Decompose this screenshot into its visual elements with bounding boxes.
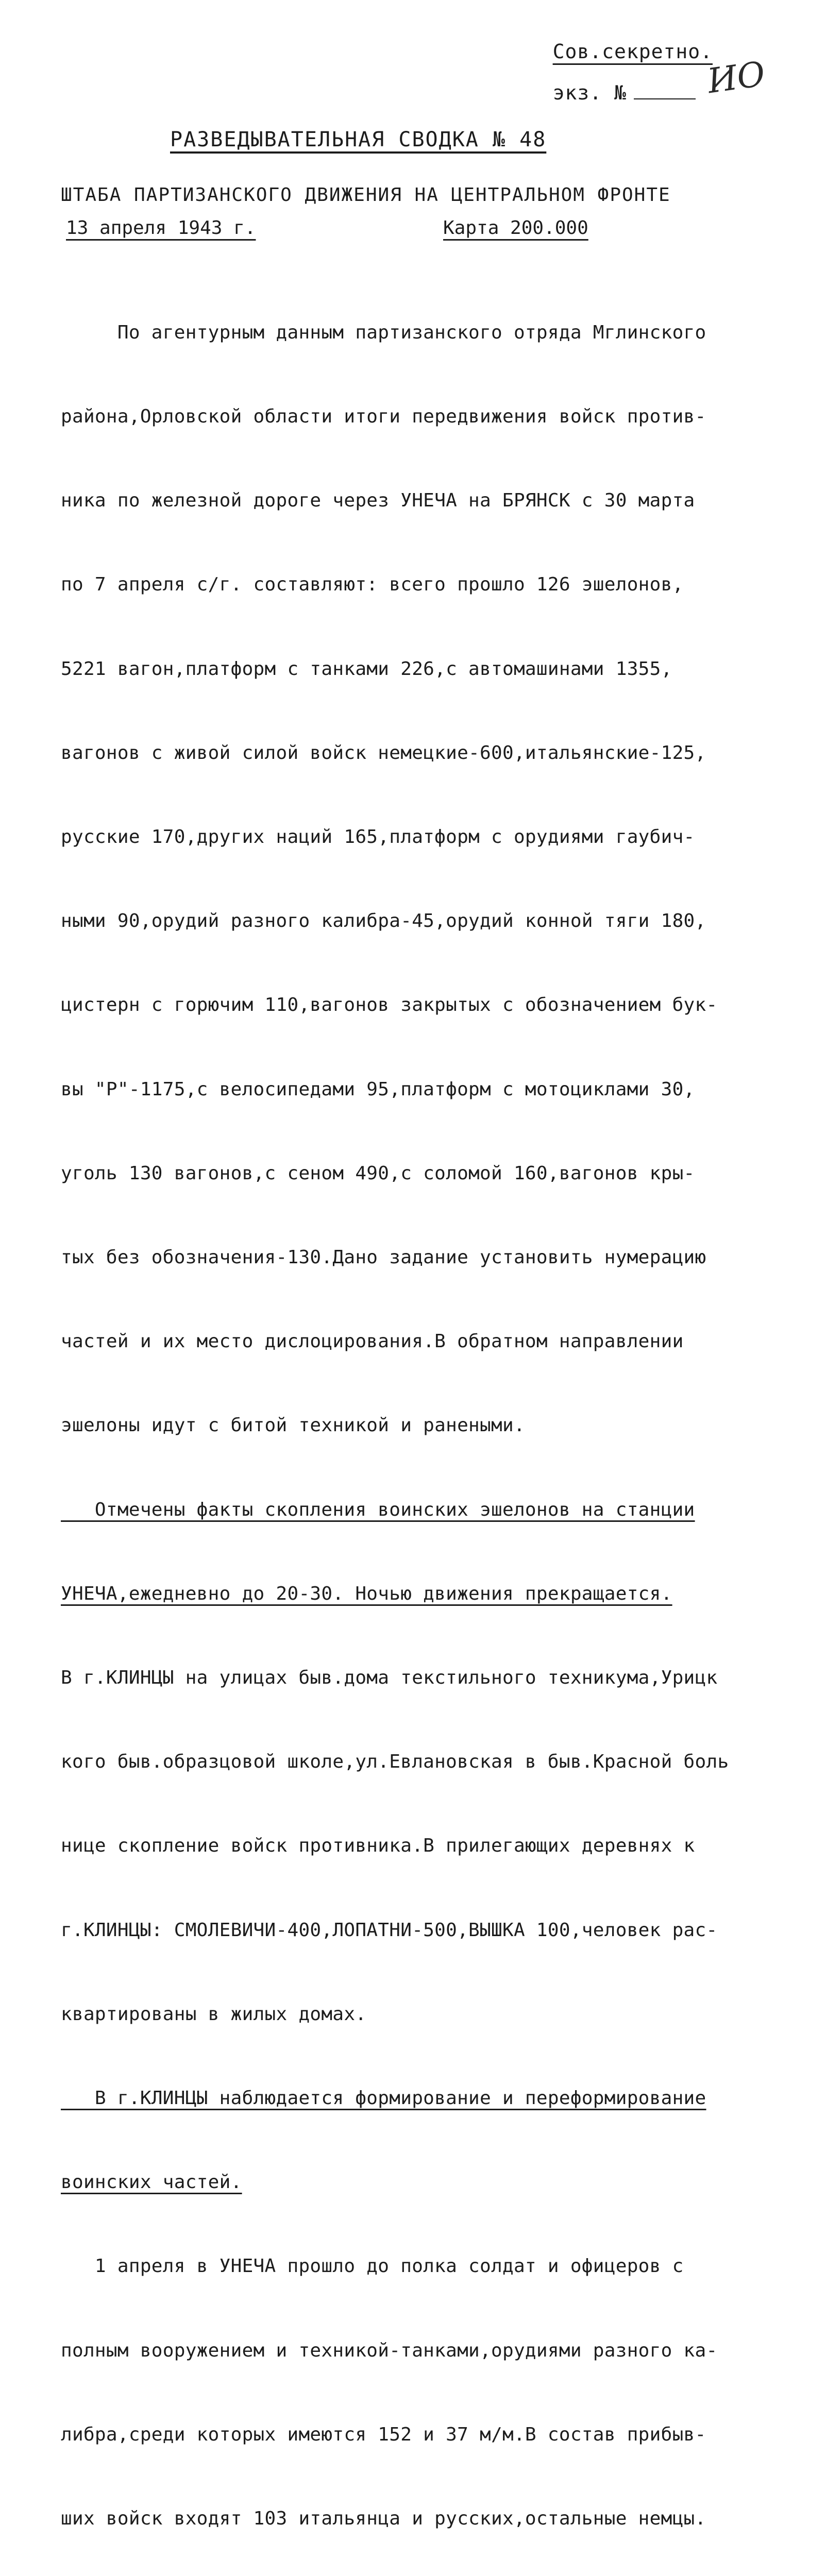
classification-block	[553, 40, 713, 104]
body-line: частей и их место дислоцирования.В обратном направлении	[61, 1331, 684, 1352]
body-line: русские 170,других наций 165,платформ с орудиями гаубич-	[61, 826, 695, 848]
body-line: вагонов с живой силой войск немецкие-600,итальянские-125,	[61, 742, 706, 764]
body-line: По агентурным данным партизанского отряда Мглинского	[61, 321, 706, 343]
secrecy-stamp: Сов.секретно.	[552, 40, 713, 63]
body-line: либра,среди которых имеются 152 и 37 м/м.В состав прибыв-	[61, 2424, 706, 2445]
body-line: уголь 130 вагонов,с сеном 490,с соломой 160,вагонов кры-	[61, 1162, 695, 1184]
body-line: ными 90,орудий разного калибра-45,орудий конной тяги 180,	[61, 910, 706, 932]
body-line-underlined: воинских частей.	[61, 2172, 242, 2193]
body-line: квартированы в жилых домах.	[61, 2003, 367, 2025]
body-line-underlined: В г.КЛИНЦЫ наблюдается формирование и переформирование	[61, 2088, 706, 2109]
body-line: эшелоны идут с битой техникой и ранеными.	[61, 1415, 525, 1436]
report-body	[61, 263, 782, 2576]
handwritten-mark: ИО	[705, 54, 768, 101]
body-line-underlined: Отмечены факты скопления воинских эшелонов на станции	[61, 1499, 695, 1520]
body-line: кого быв.образцовой школе,ул.Евлановская в быв.Красной боль	[61, 1751, 729, 1773]
body-line: В г.КЛИНЦЫ на улицах быв.дома текстильного техникума,Урицк	[61, 1667, 718, 1689]
document-date: 13 апреля 1943 г.	[66, 217, 256, 239]
body-line: ших войск входят 103 итальянца и русских,остальные немцы.	[61, 2508, 706, 2530]
copy-number-blank	[634, 85, 696, 99]
map-reference: Карта 200.000	[443, 217, 588, 239]
document-subtitle: ШТАБА ПАРТИЗАНСКОГО ДВИЖЕНИЯ НА ЦЕНТРАЛЬНОМ ФРОНТЕ	[61, 184, 671, 206]
copy-number-label: экз. №	[552, 81, 627, 104]
body-line: ника по железной дороге через УНЕЧА на БРЯНСК с 30 марта	[61, 490, 695, 512]
body-line: полным вооружением и техникой-танками,орудиями разного ка-	[61, 2340, 718, 2361]
body-line: вы "Р"-1175,с велосипедами 95,платформ с мотоциклами 30,	[61, 1078, 695, 1100]
body-line: тых без обозначения-130.Дано задание установить нумерацию	[61, 1247, 706, 1268]
body-line: района,Орловской области итоги передвижения войск против-	[61, 406, 706, 428]
body-line: г.КЛИНЦЫ: СМОЛЕВИЧИ-400,ЛОПАТНИ-500,ВЫШКА 100,человек рас-	[61, 1919, 718, 1941]
body-line: цистерн с горючим 110,вагонов закрытых с обозначением бук-	[61, 994, 718, 1016]
document-title: РАЗВЕДЫВАТЕЛЬНАЯ СВОДКА № 48	[170, 128, 547, 151]
copy-number-line	[553, 81, 713, 104]
body-line: нице скопление войск противника.В прилегающих деревнях к	[61, 1835, 695, 1857]
body-line: 1 апреля в УНЕЧА прошло до полка солдат и офицеров с	[61, 2256, 684, 2277]
body-line-underlined: УНЕЧА,ежедневно до 20-30. Ночью движения прекращается.	[61, 1583, 672, 1604]
body-line: 5221 вагон,платформ с танками 226,с автомашинами 1355,	[61, 658, 672, 680]
body-line: по 7 апреля с/г. составляют: всего прошло 126 эшелонов,	[61, 574, 684, 596]
